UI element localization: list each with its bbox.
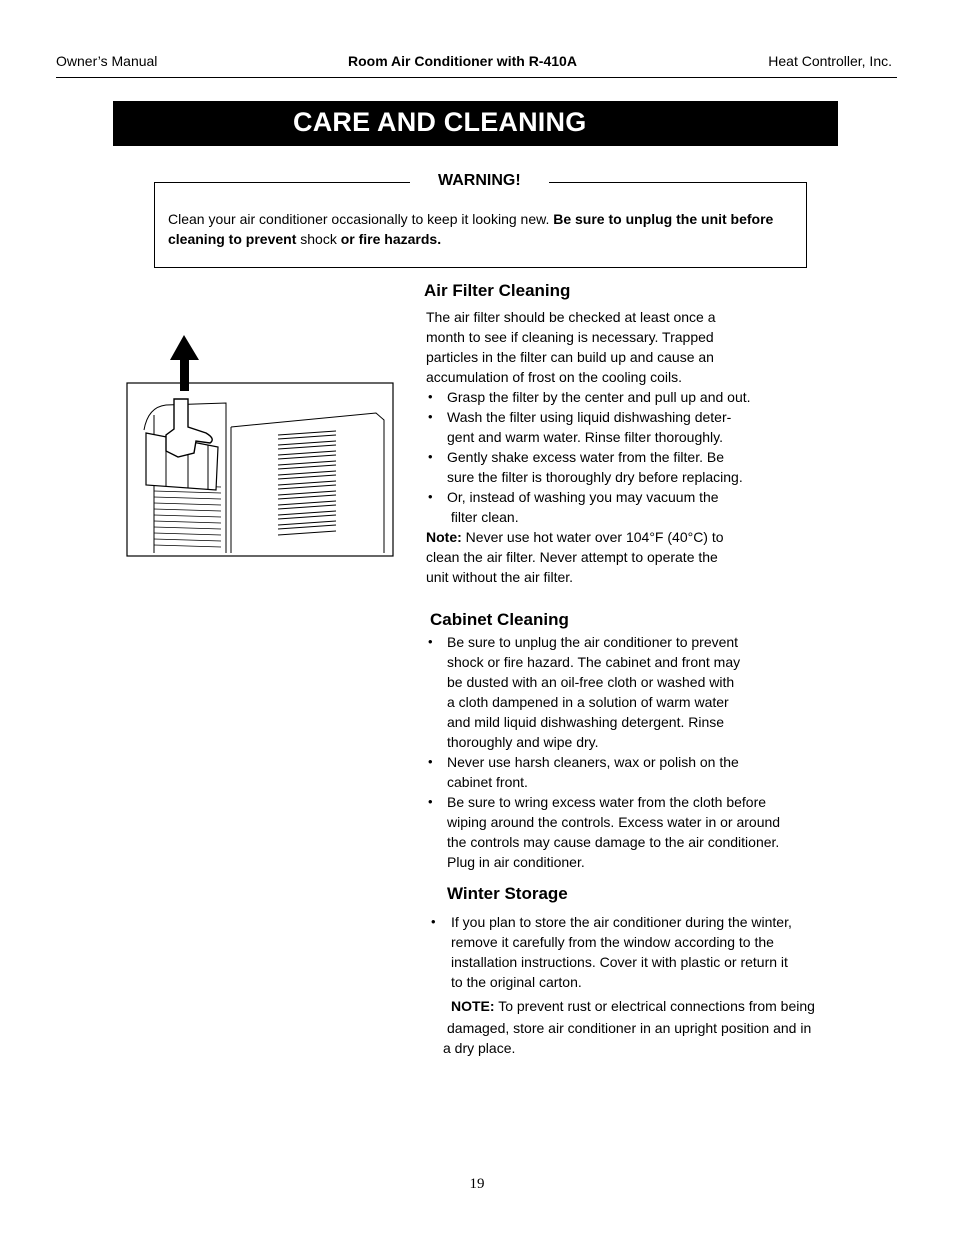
bullet-line: Plug in air conditioner. [447, 854, 585, 870]
note-line: clean the air filter. Never attempt to operate the [426, 549, 718, 565]
bullet-line: and mild liquid dishwashing detergent. Rinse [447, 714, 725, 730]
bullet-icon: • [431, 914, 436, 929]
bullet-icon: • [428, 389, 433, 404]
bullet-line: a cloth dampened in a solution of warm water [447, 694, 729, 710]
note-line: unit without the air filter. [426, 569, 574, 585]
bullet-line: Gently shake excess water from the filter. Be [447, 449, 725, 465]
bullet-line: Be sure to wring excess water from the cloth before [447, 794, 767, 810]
bullet-line: installation instructions. Cover it with plastic or return it [451, 954, 788, 970]
bullet-line: be dusted with an oil-free cloth or washed with [447, 674, 735, 690]
note-text: to [711, 529, 724, 545]
note-text: Never use hot water over [465, 529, 623, 545]
filter-removal-illustration [126, 335, 396, 560]
bullet-line: to the original carton. [451, 974, 582, 990]
warning-text-plain: Clean your air conditioner occasionally to keep it looking new. [168, 211, 550, 227]
winter-note-line-3: a dry place. [443, 1040, 516, 1056]
winter-heading: Winter Storage [447, 884, 568, 903]
section-title: CARE AND CLEANING [293, 107, 587, 137]
air-filter-intro-1: The air filter should be checked at least once a [426, 309, 716, 325]
warning-text-bold: Be sure to unplug the unit before cleaning to prevent [168, 211, 774, 247]
bullet-line: remove it carefully from the window according to the [451, 934, 774, 950]
bullet-line: thoroughly and wipe dry. [447, 734, 599, 750]
bullet-line: Never use harsh cleaners, wax or polish on the [447, 754, 739, 770]
note-temperature: 104°F (40°C) [625, 529, 708, 545]
bullet-line: cabinet front. [447, 774, 528, 790]
bullet-line: sure the filter is thoroughly dry before replacing. [447, 469, 743, 485]
winter-note-line-2: damaged, store air conditioner in an upright position and in [447, 1020, 812, 1036]
bullet-line: Be sure to unplug the air conditioner to prevent [447, 634, 739, 650]
cabinet-bullet-1 [426, 632, 826, 752]
air-filter-heading: Air Filter Cleaning [424, 281, 571, 300]
air-filter-bullet-1 [426, 387, 806, 407]
warning-text-bold-end: or fire hazards. [340, 231, 442, 247]
bullet-line: Or, instead of washing you may vacuum the [447, 489, 719, 505]
cabinet-bullet-2 [426, 752, 826, 792]
winter-note-text: To prevent rust or electrical connections from being [498, 998, 815, 1014]
air-filter-bullet-2 [426, 407, 806, 447]
bullet-icon: • [428, 794, 433, 809]
page-number: 19 [469, 1176, 485, 1192]
bullet-line: wiping around the controls. Excess water in or around [447, 814, 781, 830]
cabinet-bullet-3 [426, 792, 826, 872]
bullet-line: shock or fire hazard. The cabinet and front may [447, 654, 741, 670]
air-filter-intro-3: particles in the filter can build up and cause an [426, 349, 714, 365]
bullet-icon: • [428, 449, 433, 464]
air-filter-note [426, 527, 806, 547]
bullet-icon: • [428, 409, 433, 424]
header-divider [56, 77, 897, 78]
bullet-line: the controls may cause damage to the air conditioner. [447, 834, 780, 850]
winter-note-line-1 [451, 996, 815, 1016]
header-left: Owner’s Manual [56, 53, 158, 69]
winter-section [429, 912, 849, 992]
section-banner [113, 101, 838, 146]
air-filter-intro-4: accumulation of frost on the cooling coils. [426, 369, 683, 385]
header-title: Room Air Conditioner with R-410A [348, 53, 577, 69]
cabinet-heading: Cabinet Cleaning [430, 610, 569, 629]
bullet-line: Grasp the filter by the center and pull up and out. [447, 389, 751, 405]
header-company: Heat Controller, Inc. [768, 53, 892, 69]
bullet-icon: • [428, 754, 433, 769]
air-filter-section [426, 307, 806, 587]
bullet-icon: • [428, 634, 433, 649]
warning-text [168, 209, 798, 249]
bullet-line: Wash the filter using liquid dishwashing deter- [447, 409, 732, 425]
warning-title: WARNING! [410, 172, 549, 190]
air-filter-intro-2: month to see if cleaning is necessary. Trapped [426, 329, 714, 345]
winter-note-label: NOTE: [451, 998, 495, 1014]
bullet-icon: • [428, 489, 433, 504]
cabinet-section [426, 632, 826, 872]
air-filter-bullet-3 [426, 447, 806, 487]
bullet-line: gent and warm water. Rinse filter thoroughly. [447, 429, 723, 445]
air-filter-bullet-4 [426, 487, 806, 527]
winter-bullet [429, 912, 849, 992]
bullet-line: filter clean. [447, 509, 519, 525]
warning-text-shock: shock [300, 231, 337, 247]
bullet-line: If you plan to store the air conditioner during the winter, [451, 914, 792, 930]
note-label: Note: [426, 529, 462, 545]
